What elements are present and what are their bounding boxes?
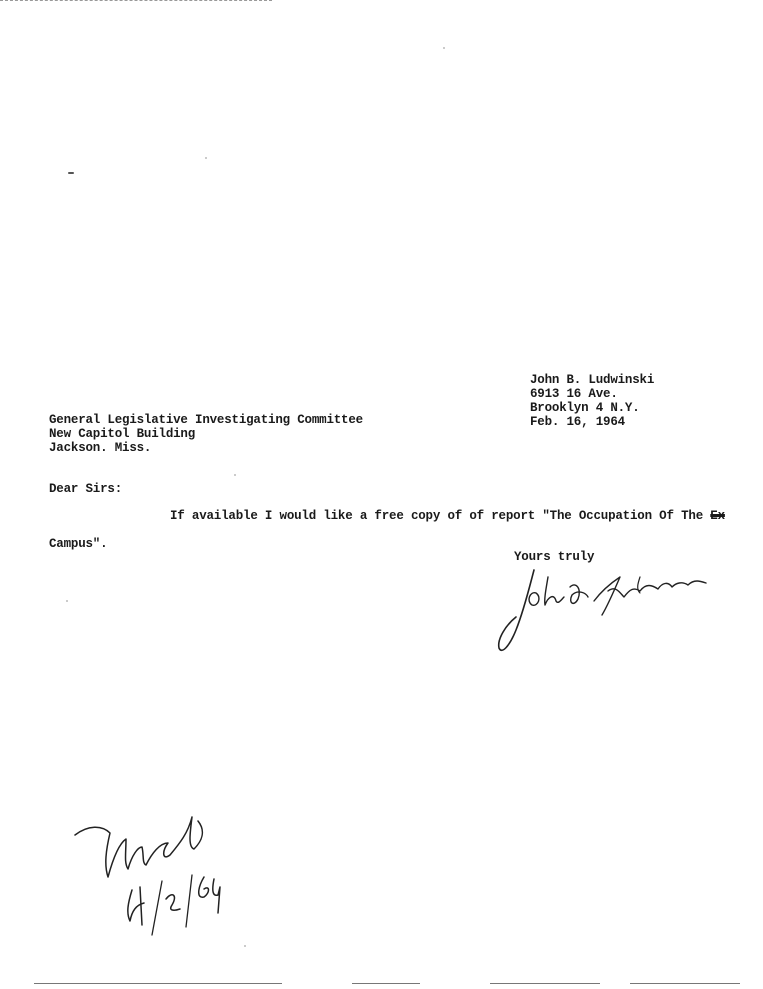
sender-name: John B. Ludwinski bbox=[530, 373, 655, 387]
bottom-edge-rule bbox=[34, 983, 282, 984]
recipient-line-2: New Capitol Building bbox=[49, 427, 196, 441]
struck-out-text: Ex bbox=[710, 509, 725, 523]
bottom-edge-rule bbox=[490, 983, 600, 984]
scan-speck bbox=[68, 172, 74, 174]
top-edge-border bbox=[0, 0, 272, 3]
body-paragraph bbox=[170, 509, 725, 523]
scan-speck bbox=[234, 474, 236, 476]
closing: Yours truly bbox=[514, 550, 595, 564]
body-line-2: Campus". bbox=[49, 537, 108, 551]
recipient-line-3: Jackson. Miss. bbox=[49, 441, 152, 455]
salutation: Dear Sirs: bbox=[49, 482, 123, 496]
handwritten-mailed-notation bbox=[70, 795, 230, 935]
handwritten-signature bbox=[490, 555, 720, 660]
scan-speck bbox=[244, 945, 246, 947]
recipient-line-1: General Legislative Investigating Committee bbox=[49, 413, 363, 427]
sender-city: Brooklyn 4 N.Y. bbox=[530, 401, 640, 415]
bottom-edge-rule bbox=[630, 983, 740, 984]
bottom-edge-rule bbox=[352, 983, 420, 984]
scan-speck bbox=[66, 600, 68, 602]
sender-street: 6913 16 Ave. bbox=[530, 387, 618, 401]
scan-speck bbox=[443, 47, 445, 49]
scan-speck bbox=[205, 157, 207, 159]
letter-date: Feb. 16, 1964 bbox=[530, 415, 625, 429]
body-line-1: If available I would like a free copy of of report "The Occupation Of The bbox=[170, 509, 711, 523]
